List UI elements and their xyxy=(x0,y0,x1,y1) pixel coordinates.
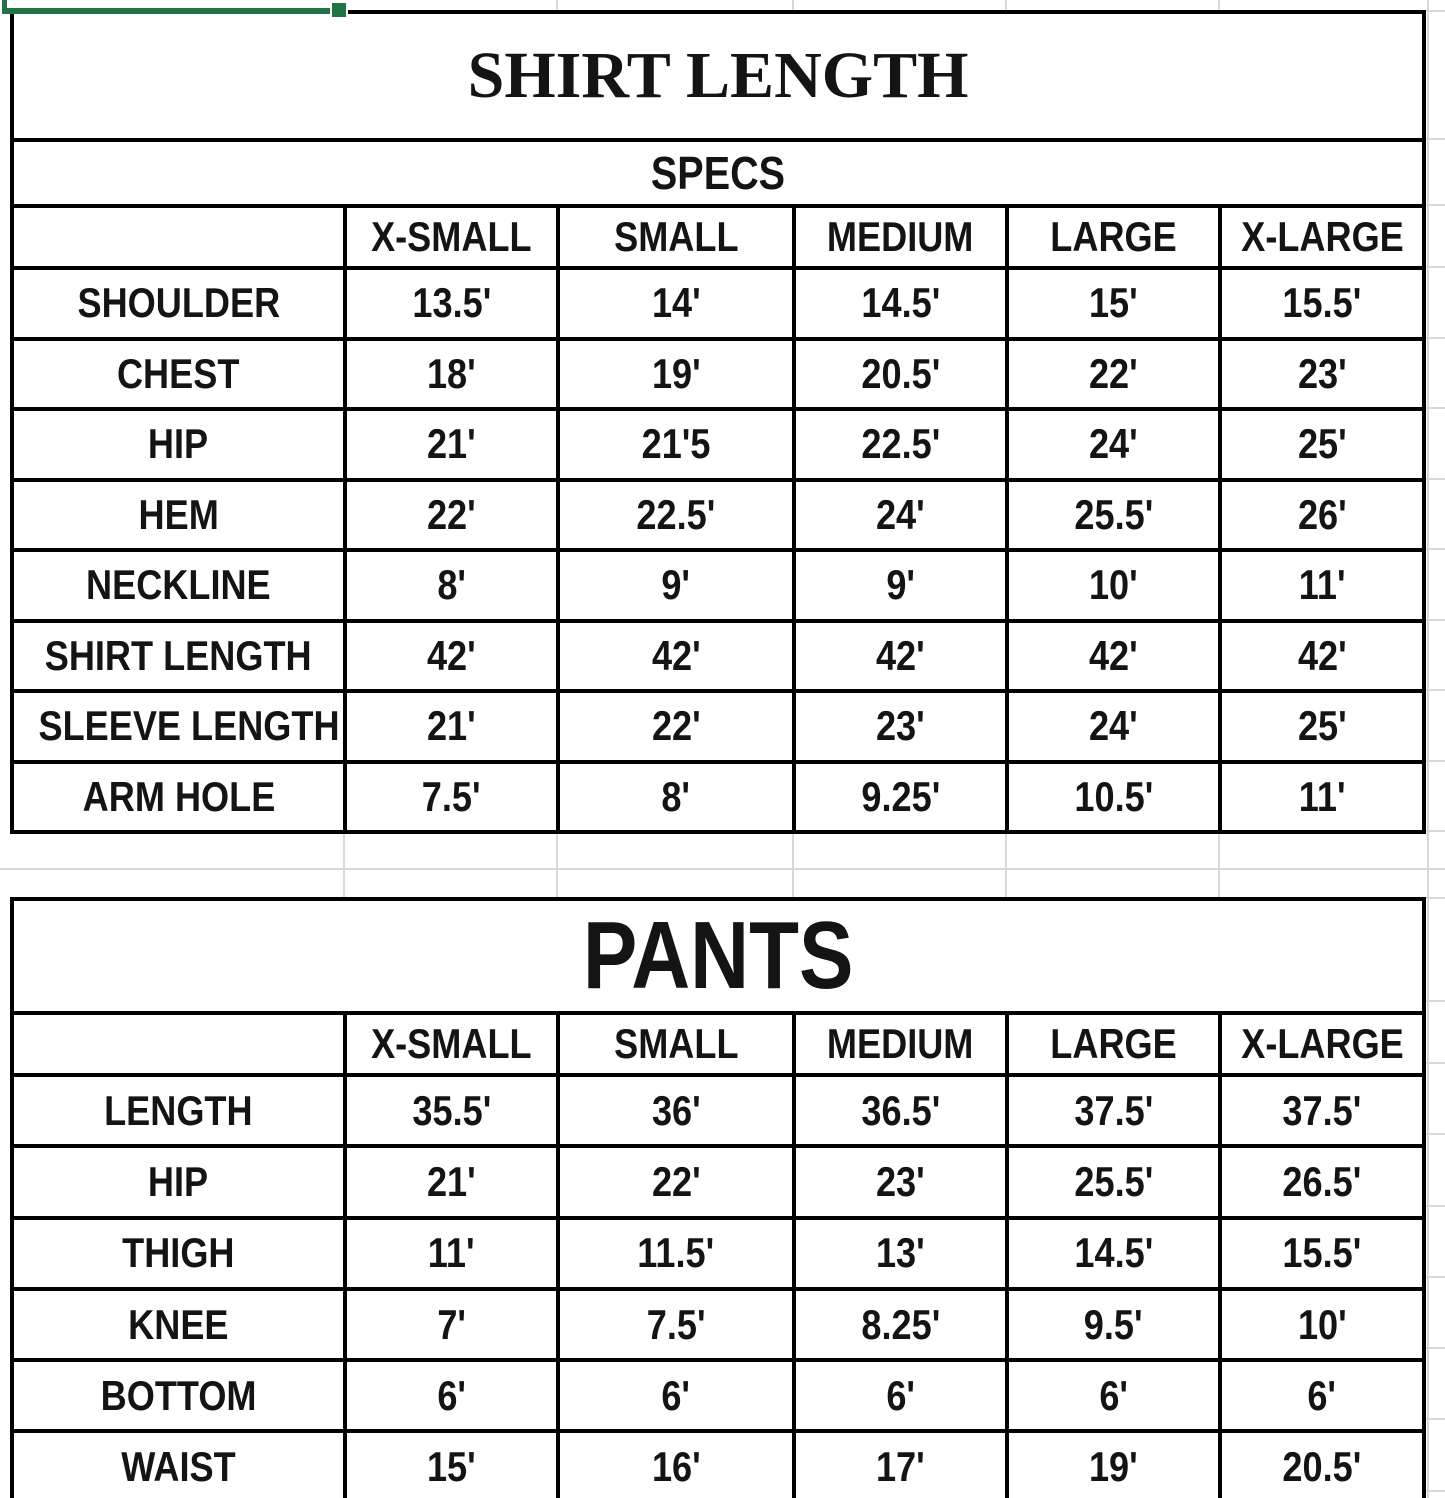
value-cell[interactable] xyxy=(345,1146,558,1217)
value-cell-text: 25.5' xyxy=(1074,1157,1153,1205)
value-cell-text: 19' xyxy=(651,349,701,397)
table-title-cell[interactable] xyxy=(12,12,1424,140)
row-label-cell[interactable] xyxy=(12,1218,345,1289)
column-header-cell[interactable] xyxy=(1007,206,1220,268)
value-cell[interactable] xyxy=(558,1075,794,1146)
table-row xyxy=(12,1146,1424,1217)
row-label-cell[interactable] xyxy=(12,480,345,551)
value-cell-text: 19' xyxy=(1089,1443,1138,1491)
value-cell-text: 42' xyxy=(427,631,476,679)
value-cell[interactable] xyxy=(1220,409,1424,480)
row-label-cell[interactable] xyxy=(12,409,345,480)
value-cell[interactable] xyxy=(1220,1075,1424,1146)
column-header-cell-text: SMALL xyxy=(613,1020,739,1067)
value-cell-text: 42' xyxy=(1089,631,1138,679)
value-cell[interactable] xyxy=(794,762,1007,833)
table-subtitle-cell-text: SPECS xyxy=(650,147,786,199)
value-cell[interactable] xyxy=(345,1075,558,1146)
value-cell[interactable] xyxy=(1007,1431,1220,1498)
column-header-cell[interactable] xyxy=(1220,1013,1424,1075)
row-label-cell-text: HIP xyxy=(148,1157,209,1205)
grid-line xyxy=(792,833,794,897)
value-cell-text: 18' xyxy=(427,349,476,397)
value-cell[interactable] xyxy=(1220,1289,1424,1360)
value-cell-text: 11' xyxy=(1298,561,1346,609)
column-header-cell-text: LARGE xyxy=(1050,1020,1177,1067)
value-cell[interactable] xyxy=(794,339,1007,410)
value-cell-text: 7.5' xyxy=(646,1300,706,1348)
value-cell[interactable] xyxy=(345,339,558,410)
value-cell[interactable] xyxy=(1007,1360,1220,1431)
value-cell[interactable] xyxy=(558,1289,794,1360)
table-row xyxy=(12,409,1424,480)
fill-handle[interactable] xyxy=(330,1,348,19)
value-cell[interactable] xyxy=(558,1218,794,1289)
row-label-cell[interactable] xyxy=(12,1146,345,1217)
value-cell-text: 22' xyxy=(651,1157,701,1205)
value-cell[interactable] xyxy=(345,409,558,480)
value-cell-text: 37.5' xyxy=(1282,1086,1362,1134)
value-cell[interactable] xyxy=(794,480,1007,551)
row-label-cell-text: CHEST xyxy=(117,349,240,397)
column-header-cell-text: X-SMALL xyxy=(371,213,532,260)
row-label-cell[interactable] xyxy=(12,621,345,692)
value-cell-text: 11.5' xyxy=(637,1229,715,1277)
pants-spec-table xyxy=(10,897,1426,1498)
value-cell[interactable] xyxy=(345,550,558,621)
value-cell[interactable] xyxy=(794,1431,1007,1498)
value-cell[interactable] xyxy=(1007,691,1220,762)
value-cell[interactable] xyxy=(1007,1289,1220,1360)
value-cell[interactable] xyxy=(794,691,1007,762)
value-cell[interactable] xyxy=(1220,550,1424,621)
value-cell-text: 9' xyxy=(886,561,915,609)
value-cell[interactable] xyxy=(1007,268,1220,339)
value-cell-text: 6' xyxy=(661,1371,691,1419)
value-cell-text: 21' xyxy=(427,420,476,468)
value-cell[interactable] xyxy=(794,1146,1007,1217)
value-cell[interactable] xyxy=(794,1289,1007,1360)
value-cell-text: 23' xyxy=(1297,349,1347,397)
value-cell-text: 20.5' xyxy=(1282,1443,1362,1491)
row-label-cell[interactable] xyxy=(12,1289,345,1360)
table-row xyxy=(12,480,1424,551)
grid-line xyxy=(1005,0,1007,10)
value-cell[interactable] xyxy=(1007,762,1220,833)
row-label-cell[interactable] xyxy=(12,339,345,410)
value-cell-text: 22' xyxy=(427,490,476,538)
value-cell[interactable] xyxy=(794,621,1007,692)
value-cell[interactable] xyxy=(345,1360,558,1431)
value-cell-text: 9' xyxy=(661,561,691,609)
value-cell[interactable] xyxy=(558,691,794,762)
row-label-cell-text: SHOULDER xyxy=(77,279,280,327)
table-title-cell-text: SHIRT LENGTH xyxy=(467,39,969,112)
column-header-cell-text: LARGE xyxy=(1050,213,1177,260)
table-row xyxy=(12,1075,1424,1146)
table-row xyxy=(12,1360,1424,1431)
grid-line xyxy=(1005,833,1007,897)
row-label-cell-text: KNEE xyxy=(128,1300,229,1348)
value-cell-text: 21'5 xyxy=(641,420,711,468)
value-cell-text: 7.5' xyxy=(422,772,481,820)
value-cell[interactable] xyxy=(345,1289,558,1360)
value-cell-text: 6' xyxy=(886,1371,915,1419)
value-cell-text: 9.25' xyxy=(861,772,940,820)
value-cell-text: 24' xyxy=(1089,420,1138,468)
row-label-cell-text: LENGTH xyxy=(104,1086,253,1134)
row-label-cell-text: HIP xyxy=(148,420,209,468)
value-cell-text: 37.5' xyxy=(1074,1086,1153,1134)
column-header-cell-text: X-LARGE xyxy=(1240,213,1404,260)
value-cell[interactable] xyxy=(794,1360,1007,1431)
value-cell[interactable] xyxy=(345,621,558,692)
value-cell-text: 25' xyxy=(1297,702,1347,750)
value-cell[interactable] xyxy=(558,409,794,480)
value-cell[interactable] xyxy=(1220,1431,1424,1498)
table-row xyxy=(12,268,1424,339)
value-cell-text: 6' xyxy=(1099,1371,1128,1419)
grid-line xyxy=(556,833,558,897)
value-cell[interactable] xyxy=(1220,762,1424,833)
column-header-cell[interactable] xyxy=(1220,206,1424,268)
value-cell[interactable] xyxy=(794,550,1007,621)
grid-line xyxy=(1218,833,1220,897)
column-header-cell[interactable] xyxy=(1007,1013,1220,1075)
table-subtitle-cell[interactable] xyxy=(12,140,1424,206)
grid-line xyxy=(556,0,558,10)
value-cell-text: 21' xyxy=(427,702,476,750)
value-cell-text: 36.5' xyxy=(861,1086,940,1134)
table-row xyxy=(12,339,1424,410)
value-cell-text: 26.5' xyxy=(1282,1157,1362,1205)
row-label-cell-text: HEM xyxy=(138,490,219,538)
value-cell-text: 16' xyxy=(651,1443,701,1491)
shirt-spec-table xyxy=(10,10,1426,834)
value-cell-text: 8' xyxy=(661,772,691,820)
table-row xyxy=(12,1013,1424,1075)
table-row xyxy=(12,1431,1424,1498)
column-header-cell[interactable] xyxy=(558,206,794,268)
value-cell[interactable] xyxy=(1220,268,1424,339)
grid-line xyxy=(0,868,1445,870)
row-label-cell[interactable] xyxy=(12,1360,345,1431)
value-cell-text: 42' xyxy=(876,631,925,679)
column-header-cell[interactable] xyxy=(794,1013,1007,1075)
value-cell[interactable] xyxy=(345,691,558,762)
table-row xyxy=(12,1218,1424,1289)
value-cell-text: 6' xyxy=(437,1371,466,1419)
value-cell[interactable] xyxy=(1220,1218,1424,1289)
row-label-cell-text: THIGH xyxy=(122,1229,235,1277)
selection-border-bottom xyxy=(2,8,336,14)
table-title-cell-text: PANTS xyxy=(582,902,854,1009)
grid-line xyxy=(1427,0,1429,1498)
value-cell[interactable] xyxy=(558,339,794,410)
column-header-cell[interactable] xyxy=(558,1013,794,1075)
row-label-cell[interactable] xyxy=(12,550,345,621)
column-header-cell[interactable] xyxy=(345,206,558,268)
value-cell[interactable] xyxy=(1007,409,1220,480)
grid-line xyxy=(792,0,794,10)
table-row xyxy=(12,899,1424,1013)
value-cell-text: 22.5' xyxy=(861,420,940,468)
value-cell-text: 36' xyxy=(651,1086,701,1134)
value-cell-text: 21' xyxy=(427,1157,476,1205)
value-cell-text: 6' xyxy=(1307,1371,1337,1419)
value-cell[interactable] xyxy=(1220,1146,1424,1217)
row-label-cell-text: ARM HOLE xyxy=(82,772,275,820)
value-cell[interactable] xyxy=(1220,480,1424,551)
row-label-cell-text: NECKLINE xyxy=(86,561,271,609)
value-cell[interactable] xyxy=(558,480,794,551)
value-cell[interactable] xyxy=(794,268,1007,339)
table-row xyxy=(12,140,1424,206)
table-title-cell[interactable] xyxy=(12,899,1424,1013)
value-cell-text: 10' xyxy=(1297,1300,1347,1348)
value-cell-text: 11' xyxy=(1298,772,1346,820)
value-cell-text: 15.5' xyxy=(1282,279,1362,327)
value-cell-text: 15' xyxy=(1089,279,1138,327)
value-cell-text: 42' xyxy=(651,631,701,679)
table-row xyxy=(12,621,1424,692)
row-label-cell-text: SHIRT LENGTH xyxy=(45,631,312,679)
column-header-cell-text: MEDIUM xyxy=(827,213,974,260)
value-cell[interactable] xyxy=(1220,339,1424,410)
value-cell-text: 7' xyxy=(437,1300,466,1348)
value-cell[interactable] xyxy=(345,1431,558,1498)
value-cell-text: 8.25' xyxy=(861,1300,940,1348)
row-label-cell[interactable] xyxy=(12,691,345,762)
value-cell-text: 13.5' xyxy=(412,279,491,327)
table-row xyxy=(12,206,1424,268)
value-cell[interactable] xyxy=(558,268,794,339)
column-header-cell-text: SMALL xyxy=(613,213,739,260)
value-cell-text: 14' xyxy=(651,279,701,327)
value-cell[interactable] xyxy=(1007,480,1220,551)
grid-line xyxy=(1218,0,1220,10)
value-cell-text: 9.5' xyxy=(1084,1300,1143,1348)
value-cell[interactable] xyxy=(345,762,558,833)
column-header-cell-text: MEDIUM xyxy=(827,1020,974,1067)
value-cell-text: 22' xyxy=(651,702,701,750)
value-cell-text: 8' xyxy=(437,561,466,609)
value-cell-text: 20.5' xyxy=(861,349,940,397)
value-cell-text: 15.5' xyxy=(1282,1229,1362,1277)
value-cell[interactable] xyxy=(1220,691,1424,762)
table-row xyxy=(12,762,1424,833)
row-label-cell-text: SLEEVE LENGTH xyxy=(38,702,340,750)
value-cell-text: 25' xyxy=(1297,420,1347,468)
value-cell-text: 10.5' xyxy=(1074,772,1153,820)
value-cell-text: 10' xyxy=(1089,561,1138,609)
value-cell[interactable] xyxy=(1220,621,1424,692)
row-label-cell[interactable] xyxy=(12,1075,345,1146)
value-cell[interactable] xyxy=(794,409,1007,480)
table-row xyxy=(12,550,1424,621)
value-cell-text: 14.5' xyxy=(861,279,940,327)
value-cell[interactable] xyxy=(558,1360,794,1431)
value-cell-text: 14.5' xyxy=(1074,1229,1153,1277)
value-cell[interactable] xyxy=(558,621,794,692)
value-cell[interactable] xyxy=(1007,1218,1220,1289)
value-cell[interactable] xyxy=(558,762,794,833)
value-cell-text: 23' xyxy=(876,1157,925,1205)
row-label-cell[interactable] xyxy=(12,1431,345,1498)
value-cell[interactable] xyxy=(1007,1146,1220,1217)
value-cell[interactable] xyxy=(558,1431,794,1498)
row-label-cell[interactable] xyxy=(12,268,345,339)
column-header-cell[interactable] xyxy=(794,206,1007,268)
value-cell[interactable] xyxy=(1007,621,1220,692)
value-cell-text: 35.5' xyxy=(412,1086,491,1134)
value-cell-text: 42' xyxy=(1297,631,1347,679)
value-cell[interactable] xyxy=(558,550,794,621)
value-cell-text: 13' xyxy=(876,1229,925,1277)
value-cell-text: 25.5' xyxy=(1074,490,1153,538)
column-header-cell-text: X-LARGE xyxy=(1240,1020,1404,1067)
row-label-cell-text: WAIST xyxy=(121,1443,236,1491)
value-cell[interactable] xyxy=(1007,1075,1220,1146)
corner-cell[interactable] xyxy=(12,206,345,268)
grid-line xyxy=(343,833,345,897)
value-cell[interactable] xyxy=(345,268,558,339)
corner-cell[interactable] xyxy=(12,1013,345,1075)
row-label-cell[interactable] xyxy=(12,762,345,833)
table-row xyxy=(12,12,1424,140)
value-cell-text: 22.5' xyxy=(636,490,716,538)
value-cell[interactable] xyxy=(794,1218,1007,1289)
value-cell[interactable] xyxy=(1007,550,1220,621)
value-cell[interactable] xyxy=(345,480,558,551)
value-cell[interactable] xyxy=(345,1218,558,1289)
value-cell-text: 26' xyxy=(1297,490,1347,538)
value-cell[interactable] xyxy=(1220,1360,1424,1431)
table-row xyxy=(12,1289,1424,1360)
table-row xyxy=(12,691,1424,762)
value-cell-text: 24' xyxy=(876,490,925,538)
value-cell[interactable] xyxy=(1007,339,1220,410)
value-cell-text: 11' xyxy=(428,1229,475,1277)
column-header-cell-text: X-SMALL xyxy=(371,1020,532,1067)
value-cell[interactable] xyxy=(794,1075,1007,1146)
value-cell-text: 17' xyxy=(876,1443,925,1491)
value-cell-text: 22' xyxy=(1089,349,1138,397)
value-cell-text: 24' xyxy=(1089,702,1138,750)
value-cell-text: 23' xyxy=(876,702,925,750)
row-label-cell-text: BOTTOM xyxy=(100,1371,257,1419)
column-header-cell[interactable] xyxy=(345,1013,558,1075)
value-cell[interactable] xyxy=(558,1146,794,1217)
value-cell-text: 15' xyxy=(427,1443,476,1491)
